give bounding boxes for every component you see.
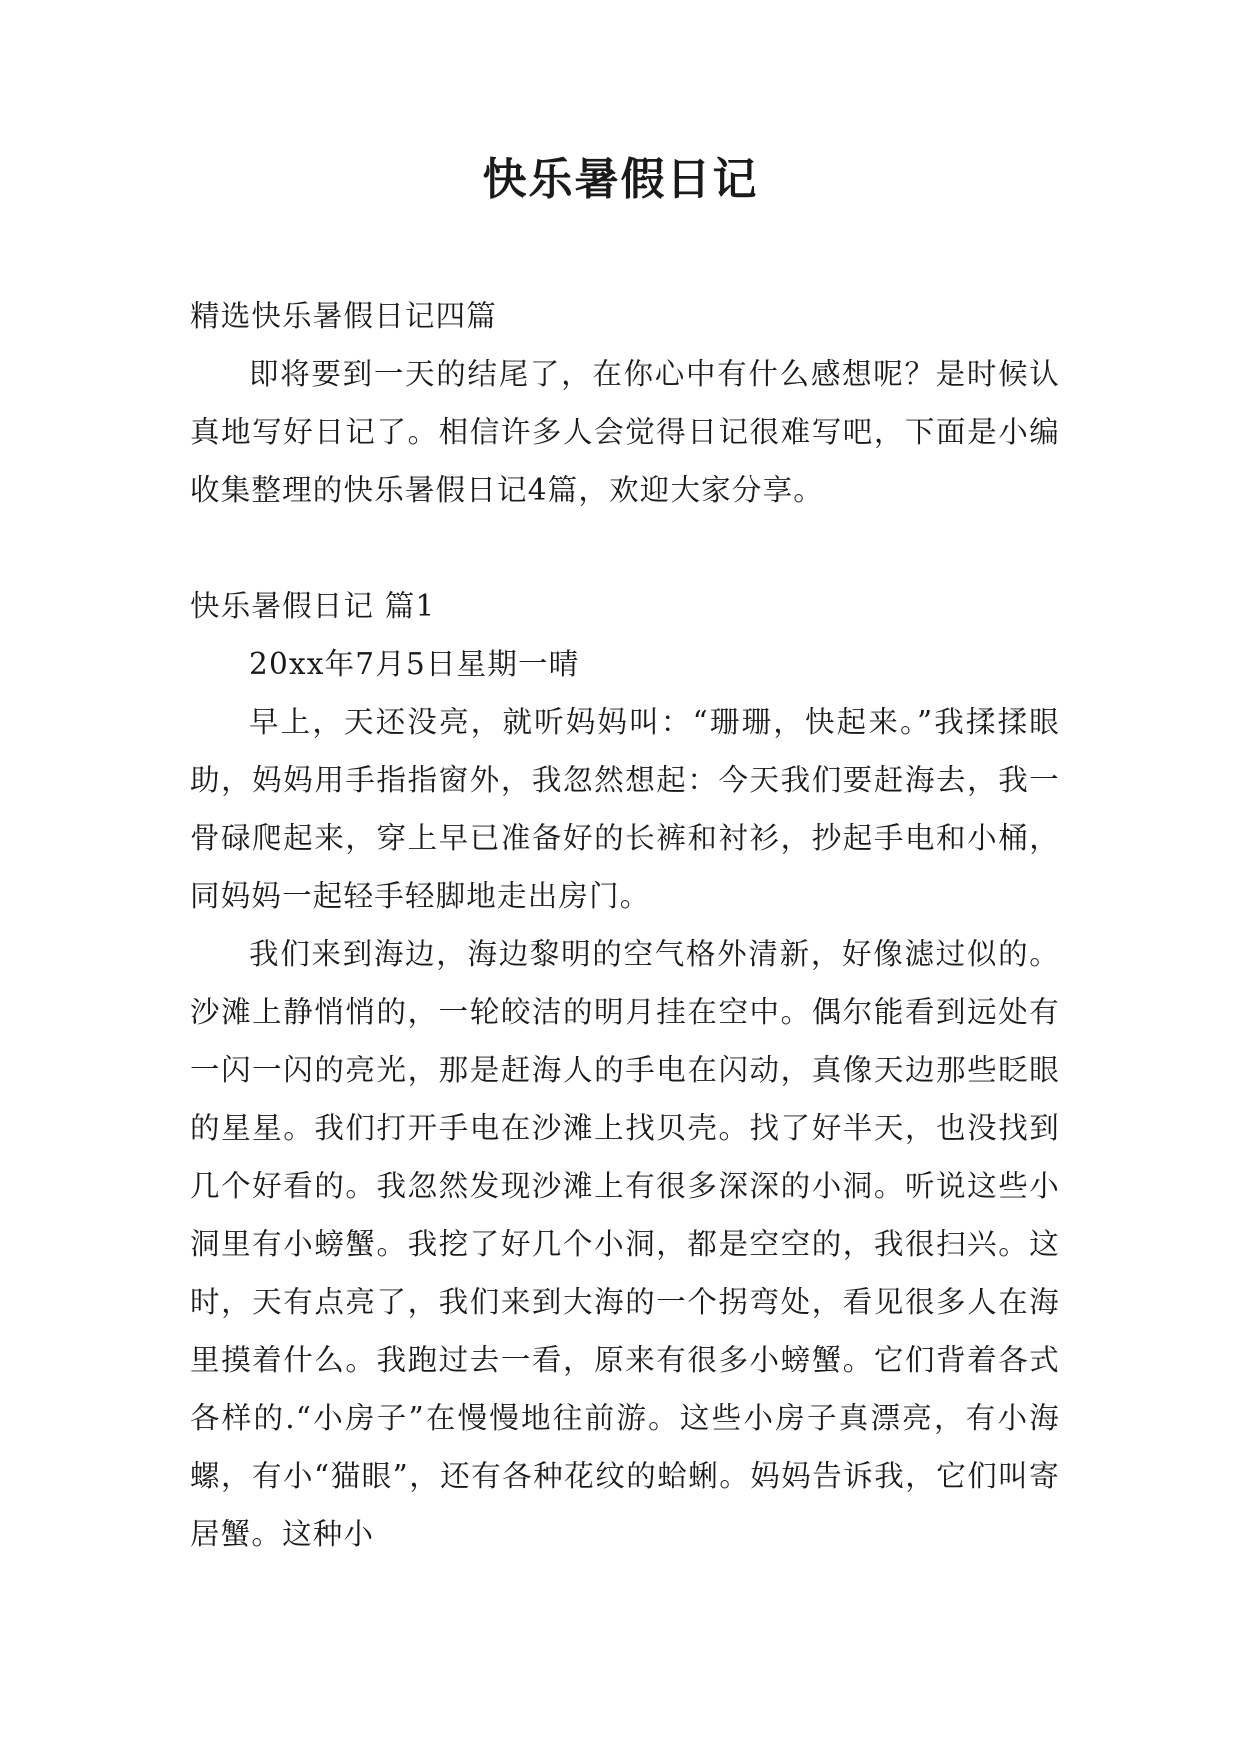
body-paragraph: 早上，天还没亮，就听妈妈叫：“珊珊，快起来。”我揉揉眼助，妈妈用手指指窗外，我忽然想起：今天我们要赶海去，我一骨碌爬起来，穿上早已准备好的长裤和衬衫，抄起手电和小桶，同妈妈一起轻手轻脚地走出房门。	[190, 705, 1060, 913]
intro-paragraph: 即将要到一天的结尾了，在你心中有什么感想呢？是时候认真地写好日记了。相信许多人会觉得日记很难写吧，下面是小编收集整理的快乐暑假日记4篇，欢迎大家分享。	[190, 357, 1060, 507]
document-title: 快乐暑假日记	[482, 154, 759, 205]
document-subtitle: 精选快乐暑假日记四篇	[190, 299, 498, 333]
section-heading: 快乐暑假日记 篇1	[190, 589, 436, 623]
section-spacer	[190, 519, 1060, 577]
body-paragraph: 我们来到海边，海边黎明的空气格外清新，好像滤过似的。沙滩上静悄悄的，一轮皎洁的明月挂在空中。偶尔能看到远处有一闪一闪的亮光，那是赶海人的手电在闪动，真像天边那些眨眼的星星。我们打开手电在沙滩上找贝壳。找了好半天，也没找到几个好看的。我忽然发现沙滩上有很多深深的小洞。听说这些小洞里有小螃蟹。我挖了好几个小洞，都是空空的，我很扫兴。这时，天有点亮了，我们来到大海的一个拐弯处，看见很多人在海里摸着什么。我跑过去一看，原来有很多小螃蟹。它们背着各式各样的.“小房子”在慢慢地往前游。这些小房子真漂亮，有小海螺，有小“猫眼”，还有各种花纹的蛤蜊。妈妈告诉我，它们叫寄居蟹。这种小	[190, 937, 1060, 1551]
document-body	[190, 287, 1060, 1563]
date-line: 20xx年7月5日星期一晴	[249, 647, 580, 681]
